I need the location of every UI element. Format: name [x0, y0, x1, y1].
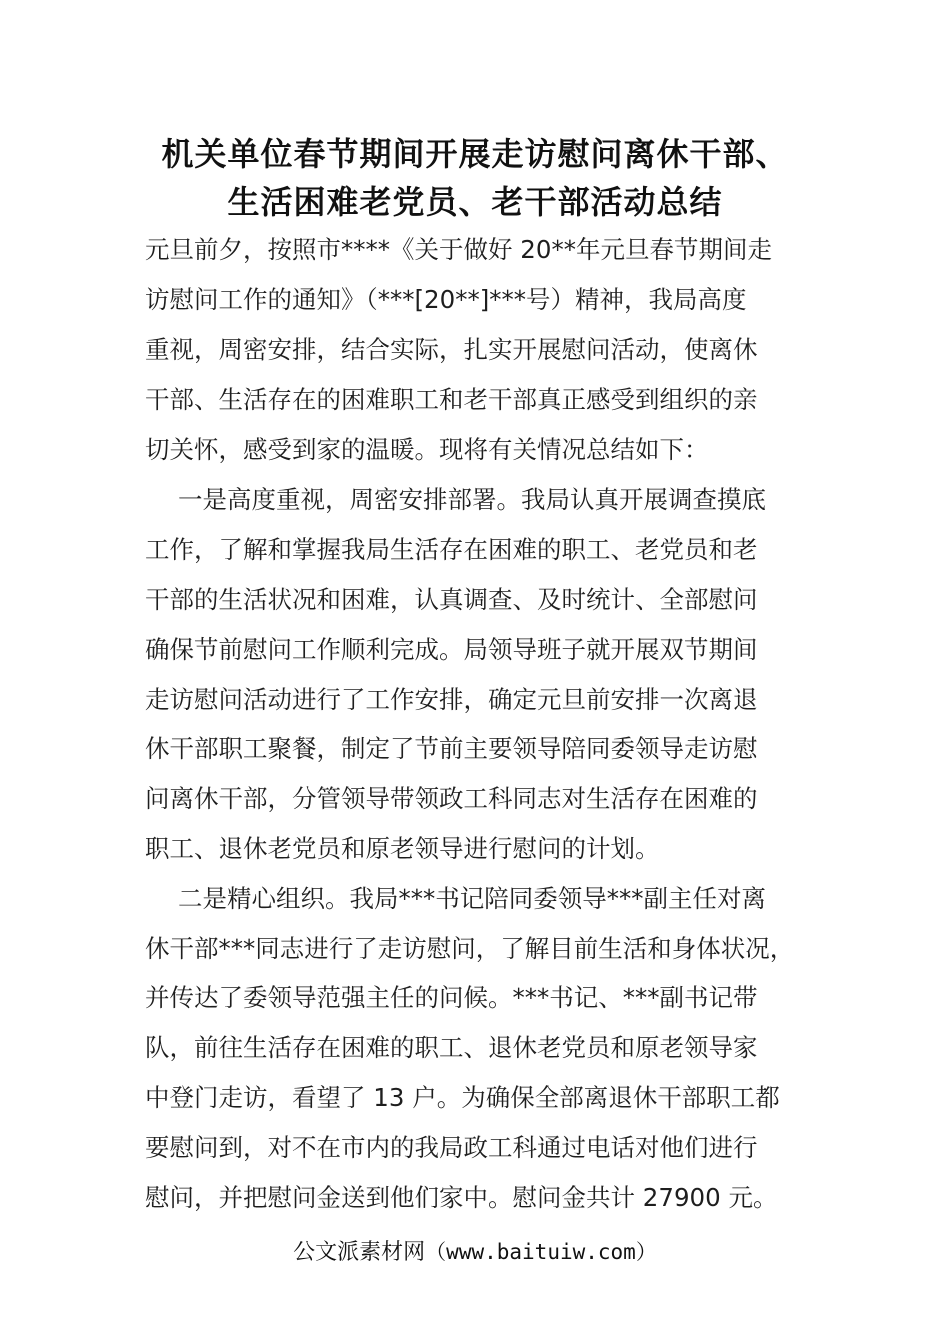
body-line: 休干部***同志进行了走访慰问，了解目前生活和身体状况， [145, 934, 795, 963]
page-footer [0, 1236, 950, 1269]
body-line: 重视，周密安排，结合实际，扎实开展慰问活动，使离休 [145, 335, 758, 364]
body-line: 切关怀，感受到家的温暖。现将有关情况总结如下： [145, 435, 709, 464]
body-line: 干部、生活存在的困难职工和老干部真正感受到组织的亲 [145, 385, 758, 414]
body-line: 中登门走访，看望了 13 户。为确保全部离退休干部职工都 [145, 1083, 780, 1112]
body-line: 元旦前夕，按照市****《关于做好 20**年元旦春节期间走 [145, 235, 772, 264]
body-line: 队，前往生活存在困难的职工、退休老党员和原老领导家 [145, 1033, 758, 1062]
document-title-line-1: 机关单位春节期间开展走访慰问离休干部、 [161, 135, 789, 173]
body-line: 干部的生活状况和困难，认真调查、及时统计、全部慰问 [145, 585, 758, 614]
body-line: 休干部职工聚餐，制定了节前主要领导陪同委领导走访慰 [145, 734, 758, 763]
body-line: 走访慰问活动进行了工作安排，确定元旦前安排一次离退 [145, 685, 758, 714]
body-line: 工作，了解和掌握我局生活存在困难的职工、老党员和老 [145, 535, 758, 564]
body-line: 要慰问到，对不在市内的我局政工科通过电话对他们进行 [145, 1133, 758, 1162]
body-line: 二是精心组织。我局***书记陪同委领导***副主任对离 [178, 884, 766, 913]
body-line: 一是高度重视，周密安排部署。我局认真开展调查摸底 [178, 485, 766, 514]
body-line: 职工、退休老党员和原老领导进行慰问的计划。 [145, 834, 660, 863]
body-line: 慰问，并把慰问金送到他们家中。慰问金共计 27900 元。 [145, 1183, 778, 1212]
body-line: 确保节前慰问工作顺利完成。局领导班子就开展双节期间 [145, 635, 758, 664]
footer-site-name: 公文派素材网 [293, 1240, 426, 1265]
document-title-line-2: 生活困难老党员、老干部活动总结 [227, 183, 723, 221]
footer-url[interactable]: （www.baituiw.com） [425, 1240, 657, 1264]
body-line: 访慰问工作的通知》（***[20**]***号）精神，我局高度 [145, 285, 747, 314]
body-line: 问离休干部，分管领导带领政工科同志对生活存在困难的 [145, 784, 758, 813]
body-line: 并传达了委领导范强主任的问候。***书记、***副书记带 [145, 983, 758, 1012]
